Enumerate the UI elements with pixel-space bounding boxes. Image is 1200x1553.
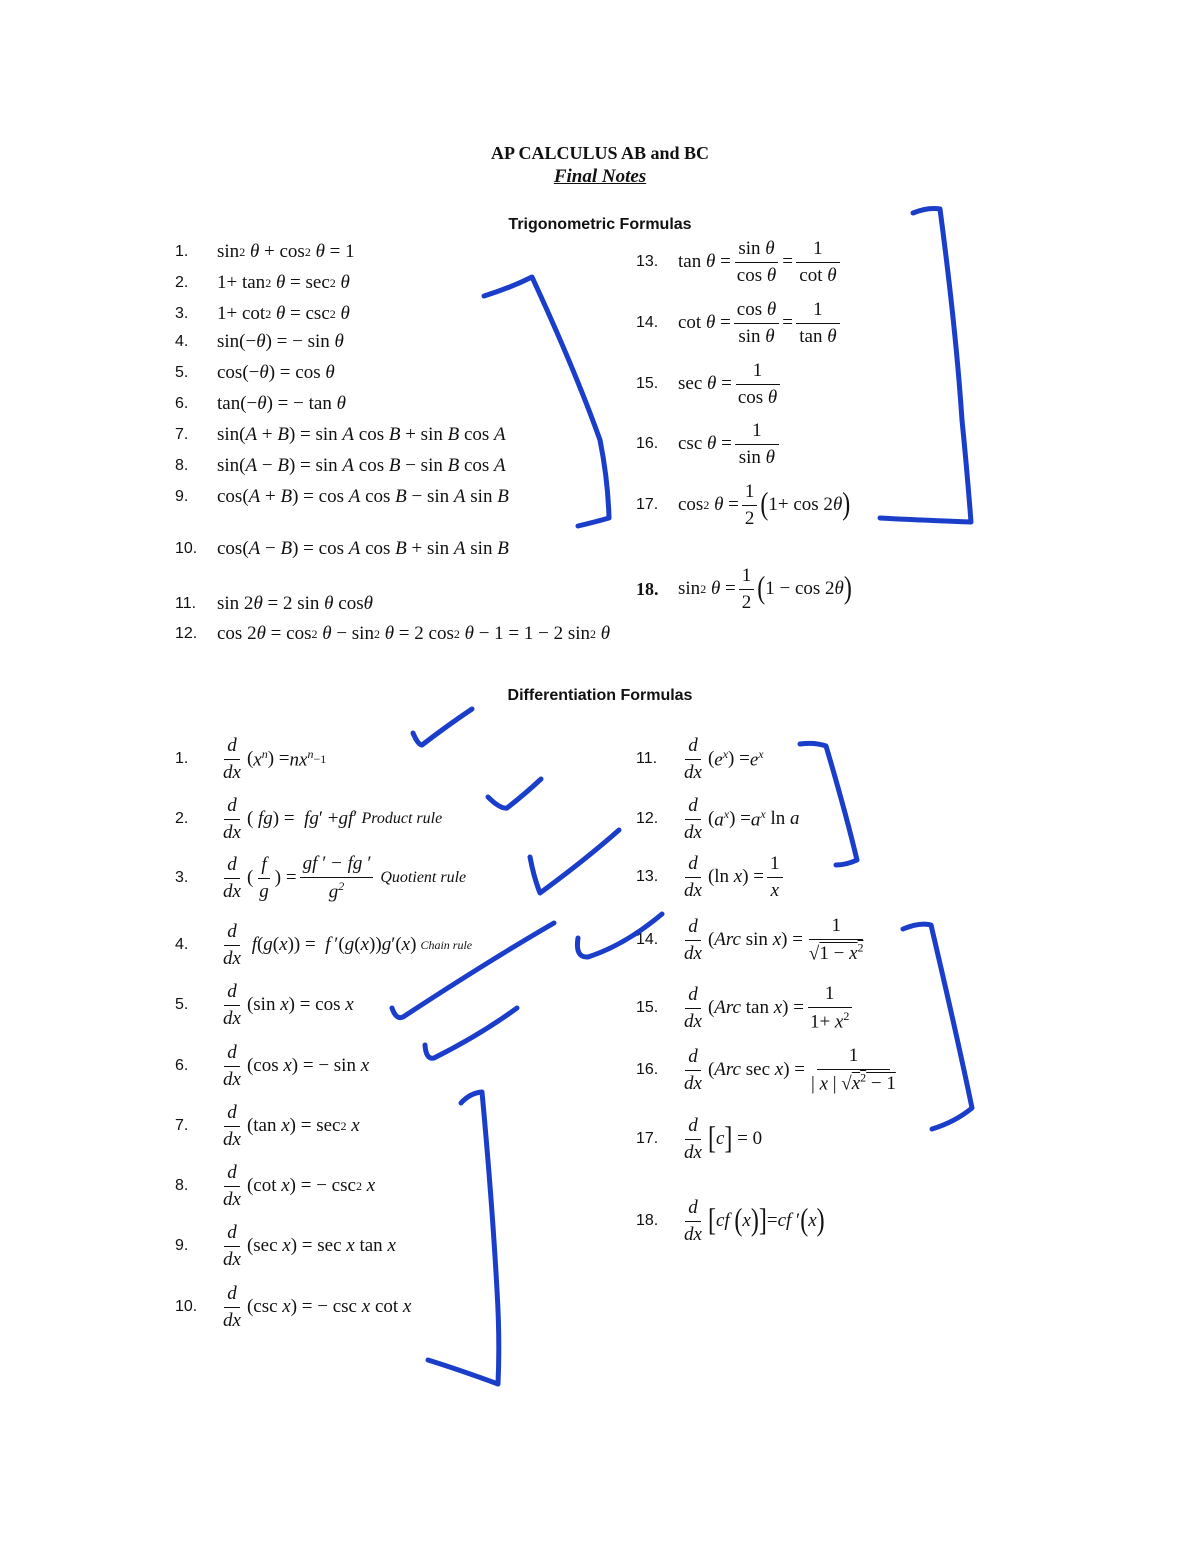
trig-formula-5: 5. cos(− θ ) = cos θ bbox=[175, 362, 335, 383]
check-mark-diff-1 bbox=[413, 709, 472, 745]
trig-formula-14: 14. cot θ = cos θ sin θ = 1 tan θ bbox=[636, 299, 843, 348]
diff-formula-8: 8. d dx (cot x ) = − csc 2 x bbox=[175, 1162, 376, 1210]
check-mark-diff-2 bbox=[488, 779, 541, 808]
trig-formula-13: 13. tan θ = sin θ cos θ = 1 cot θ bbox=[636, 238, 843, 287]
diff-formula-17: 17. d dx [ c ] = 0 bbox=[636, 1115, 763, 1163]
quotient-rule-note: Quotient rule bbox=[380, 869, 467, 886]
diff-formula-5: 5. d dx (sin x ) = cos x bbox=[175, 981, 354, 1029]
trig-formula-12: 12. cos 2 θ = cos 2 θ − sin 2 θ = 2 cos 2 θ − 1 = 1 − 2 sin 2 θ bbox=[175, 623, 611, 644]
diff-formula-15: 15. d dx ( Arc tan x ) = 1 $1+ x^2$ bbox=[636, 983, 855, 1033]
trig-formula-8: 8. sin( A − B ) = sin A cos B − sin B cos A bbox=[175, 455, 506, 476]
diff-formula-1: 1. d dx ( $x^n$ ) = $nx^n$ −1 bbox=[175, 735, 327, 783]
trig-formula-6: 6. tan(− θ ) = − tan θ bbox=[175, 393, 346, 414]
diff-heading: Differentiation Formulas bbox=[507, 687, 693, 704]
diff-formula-18: 18. d dx [ cf ( x ) ] = cf ′ ( x ) bbox=[636, 1197, 825, 1245]
diff-formula-10: 10. d dx (csc x ) = − csc x cot x bbox=[175, 1283, 412, 1331]
diff-formula-13: 13. d dx (ln x ) = 1 x bbox=[636, 853, 786, 902]
diff-formula-4: 4. d dx f ( g ( x )) = f ′( g ( x )) g ′( x ) Chain rule bbox=[175, 921, 473, 969]
trig-formula-3: 3. 1+ cot 2 θ = csc 2 θ bbox=[175, 303, 350, 324]
diff-formula-3: 3. d dx ( f g ) = gf ′ − fg ′ $g^2$ Quotient rule bbox=[175, 853, 467, 903]
check-mark-diff-3 bbox=[530, 830, 619, 893]
page-title: AP CALCULUS AB and BC bbox=[490, 143, 710, 163]
trig-formula-7: 7. sin( A + B ) = sin A cos B + sin B cos A bbox=[175, 424, 506, 445]
trig-formula-16: 16. csc θ = 1 sin θ bbox=[636, 420, 782, 469]
trig-formula-10: 10. cos( A − B ) = cos A cos B + sin A sin B bbox=[175, 538, 509, 559]
diff-formula-9: 9. d dx (sec x ) = sec x tan x bbox=[175, 1222, 396, 1270]
trig-formula-15: 15. sec θ = 1 cos θ bbox=[636, 360, 783, 409]
diff-formula-2: 2. d dx ( fg ) = fg ′ + gf ′ Product rule bbox=[175, 795, 443, 843]
trig-heading: Trigonometric Formulas bbox=[508, 216, 692, 233]
chain-rule-note: Chain rule bbox=[420, 937, 473, 952]
trig-formula-9: 9. cos( A + B ) = cos A cos B − sin A sin B bbox=[175, 486, 509, 507]
diff-bracket-upper-right-ink bbox=[800, 743, 857, 865]
page-subtitle: Final Notes bbox=[553, 166, 647, 187]
diff-formula-14: 14. d dx ( Arc sin x ) = 1 $√1 - x^2$ bbox=[636, 915, 864, 965]
product-rule-note: Product rule bbox=[361, 810, 443, 828]
diff-formula-11: 11. d dx ( $e^x$ ) = $e^x$ bbox=[636, 735, 764, 783]
trig-formula-17: 17. cos 2 θ = 1 2 ( 1+ cos 2 θ ) bbox=[636, 481, 851, 529]
trig-formula-4: 4. sin(− θ ) = − sin θ bbox=[175, 331, 344, 352]
trig-formula-1: 1. sin 2 θ + cos 2 θ = 1 bbox=[175, 241, 355, 262]
diff-formula-16: 16. d dx ( Arc sec x ) = 1 | x | $√x^2 - 1$ bbox=[636, 1045, 896, 1095]
check-mark-diff-6 bbox=[425, 1008, 517, 1058]
trig-formula-2: 2. 1+ tan 2 θ = sec 2 θ bbox=[175, 272, 350, 293]
trig-formula-18: 18. sin 2 θ = 1 2 ( 1 − cos 2 θ ) bbox=[636, 565, 852, 613]
diff-bracket-lower-right-ink bbox=[903, 924, 972, 1129]
diff-formula-12: 12. d dx ( $a^x$ ) = $a^x$ ln a bbox=[636, 795, 800, 843]
trig-formula-11: 11. sin 2 θ = 2 sin θ cos θ bbox=[175, 593, 373, 614]
diff-formula-6: 6. d dx (cos x ) = − sin x bbox=[175, 1042, 370, 1090]
trig-right-bracket-ink bbox=[880, 209, 971, 523]
diff-formula-7: 7. d dx (tan x ) = sec 2 x bbox=[175, 1102, 360, 1150]
diff-left-bracket-ink bbox=[428, 1092, 499, 1384]
